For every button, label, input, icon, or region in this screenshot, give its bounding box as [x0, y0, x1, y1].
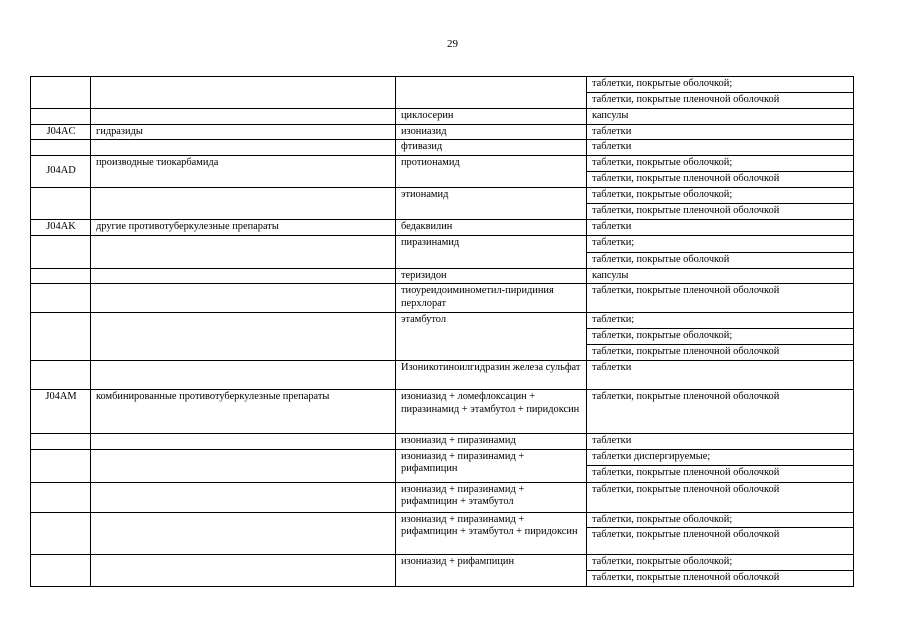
- atc-code-cell: [31, 449, 91, 482]
- dosage-form-cell: таблетки диспергируемые;: [587, 449, 854, 465]
- drug-name-cell: теризидон: [396, 268, 587, 284]
- drug-name-cell: этионамид: [396, 188, 587, 220]
- group-cell: [91, 140, 396, 156]
- page-number: 29: [447, 38, 458, 50]
- dosage-form-cell: таблетки, покрытые оболочкой: [587, 252, 854, 268]
- dosage-form-cell: таблетки: [587, 124, 854, 140]
- atc-code-cell: [31, 268, 91, 284]
- table-row: [31, 140, 854, 156]
- group-cell: [91, 268, 396, 284]
- dosage-form-cell: таблетки, покрытые пленочной оболочкой: [587, 204, 854, 220]
- dosage-form-cell: таблетки, покрытые оболочкой;: [587, 555, 854, 571]
- group-cell: другие противотуберкулезные препараты: [91, 220, 396, 236]
- atc-code-cell: J04AM: [31, 390, 91, 434]
- atc-code-cell: [31, 361, 91, 390]
- atc-code-cell: [31, 284, 91, 313]
- group-cell: [91, 512, 396, 555]
- drug-name-cell: циклосерин: [396, 109, 587, 125]
- atc-code-cell: J04AD: [31, 156, 91, 188]
- table-row: [31, 188, 854, 204]
- table-row: [31, 220, 854, 236]
- dosage-form-cell: таблетки, покрытые оболочкой;: [587, 329, 854, 345]
- group-cell: [91, 235, 396, 268]
- group-cell: [91, 188, 396, 220]
- group-cell: [91, 555, 396, 587]
- atc-code-cell: [31, 77, 91, 109]
- dosage-form-cell: таблетки: [587, 434, 854, 450]
- table-row: [31, 390, 854, 434]
- group-cell: [91, 482, 396, 512]
- dosage-form-cell: таблетки, покрытые пленочной оболочкой: [587, 284, 854, 313]
- table-row: [31, 77, 854, 93]
- atc-code-cell: J04AK: [31, 220, 91, 236]
- dosage-form-cell: таблетки: [587, 361, 854, 390]
- group-cell: [91, 109, 396, 125]
- dosage-form-cell: таблетки, покрытые пленочной оболочкой: [587, 528, 854, 555]
- drug-name-cell: Изоникотиноилгидразин железа сульфат: [396, 361, 587, 390]
- table-row: [31, 156, 854, 172]
- group-cell: [91, 313, 396, 361]
- drug-name-cell: изониазид + пиразинамид: [396, 434, 587, 450]
- table-row: [31, 482, 854, 512]
- drug-name-cell: протионамид: [396, 156, 587, 188]
- drug-name-cell: [396, 77, 587, 109]
- drug-name-cell: тиоуреидоиминометил-пиридиния перхлорат: [396, 284, 587, 313]
- drug-name-cell: бедаквилин: [396, 220, 587, 236]
- group-cell: [91, 434, 396, 450]
- table-row: [31, 555, 854, 571]
- drug-name-cell: изониазид: [396, 124, 587, 140]
- table-row: [31, 512, 854, 528]
- dosage-form-cell: таблетки;: [587, 313, 854, 329]
- dosage-form-cell: таблетки;: [587, 235, 854, 252]
- dosage-form-cell: таблетки, покрытые пленочной оболочкой: [587, 93, 854, 109]
- drug-name-cell: изониазид + рифампицин: [396, 555, 587, 587]
- atc-code-cell: J04AC: [31, 124, 91, 140]
- atc-code-cell: [31, 555, 91, 587]
- atc-code-cell: [31, 235, 91, 268]
- table-row: [31, 268, 854, 284]
- dosage-form-cell: таблетки, покрытые оболочкой;: [587, 188, 854, 204]
- dosage-form-cell: таблетки, покрытые пленочной оболочкой: [587, 571, 854, 587]
- group-cell: производные тиокарбамида: [91, 156, 396, 188]
- table-row: [31, 313, 854, 329]
- table-row: [31, 284, 854, 313]
- dosage-form-cell: капсулы: [587, 109, 854, 125]
- dosage-form-cell: таблетки, покрытые пленочной оболочкой: [587, 345, 854, 361]
- drug-name-cell: изониазид + ломефлоксацин + пиразинамид + этамбутол + пиридоксин: [396, 390, 587, 434]
- dosage-form-cell: таблетки, покрытые пленочной оболочкой: [587, 390, 854, 434]
- dosage-form-cell: таблетки, покрытые оболочкой;: [587, 512, 854, 528]
- atc-code-cell: [31, 512, 91, 555]
- dosage-form-cell: таблетки, покрытые оболочкой;: [587, 77, 854, 93]
- dosage-form-cell: таблетки, покрытые оболочкой;: [587, 156, 854, 172]
- drug-name-cell: пиразинамид: [396, 235, 587, 268]
- table-row: [31, 449, 854, 465]
- atc-code-cell: [31, 188, 91, 220]
- dosage-form-cell: таблетки, покрытые пленочной оболочкой: [587, 465, 854, 482]
- dosage-form-cell: таблетки, покрытые пленочной оболочкой: [587, 482, 854, 512]
- atc-code-cell: [31, 434, 91, 450]
- drug-name-cell: изониазид + пиразинамид + рифампицин: [396, 449, 587, 482]
- group-cell: гидразиды: [91, 124, 396, 140]
- group-cell: комбинированные противотуберкулезные препараты: [91, 390, 396, 434]
- group-cell: [91, 361, 396, 390]
- atc-code-cell: [31, 140, 91, 156]
- table-row: [31, 361, 854, 390]
- group-cell: [91, 284, 396, 313]
- table-row: [31, 124, 854, 140]
- dosage-form-cell: таблетки, покрытые пленочной оболочкой: [587, 172, 854, 188]
- dosage-form-cell: таблетки: [587, 220, 854, 236]
- atc-code-cell: [31, 313, 91, 361]
- table-row: [31, 235, 854, 252]
- drug-name-cell: изониазид + пиразинамид + рифампицин + этамбутол + пиридоксин: [396, 512, 587, 555]
- drug-name-cell: этамбутол: [396, 313, 587, 361]
- atc-code-cell: [31, 482, 91, 512]
- dosage-form-cell: капсулы: [587, 268, 854, 284]
- group-cell: [91, 77, 396, 109]
- drug-table: [30, 76, 854, 587]
- table-row: [31, 434, 854, 450]
- atc-code-cell: [31, 109, 91, 125]
- table-row: [31, 109, 854, 125]
- dosage-form-cell: таблетки: [587, 140, 854, 156]
- drug-name-cell: изониазид + пиразинамид + рифампицин + этамбутол: [396, 482, 587, 512]
- group-cell: [91, 449, 396, 482]
- drug-name-cell: фтивазид: [396, 140, 587, 156]
